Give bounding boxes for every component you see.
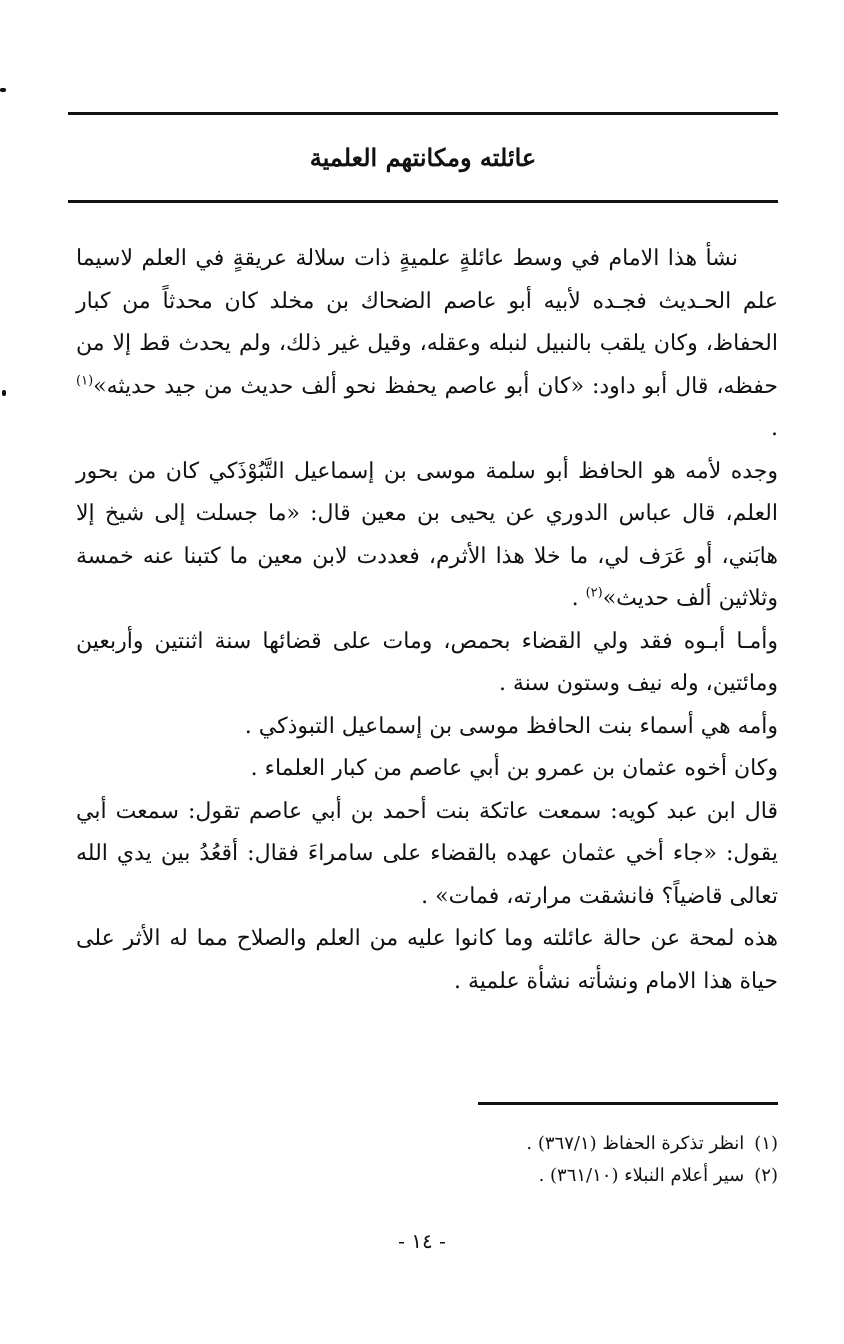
header-top-rule [68, 112, 778, 115]
footnote-number: (٢) [754, 1165, 778, 1186]
paragraph-text: قال ابن عبد كويه: سمعت عاتكة بنت أحمد بن أبي عاصم تقول: سمعت أبي يقول: «جاء أخي عثمان عهده بالقضاء على سامراءَ فقال: أقعُدُ بين يدي الله تعالى قاضياً؟ فانشقت مرارته، فمات» . [76, 798, 778, 909]
header-bottom-rule [68, 200, 778, 203]
paragraph [76, 451, 778, 621]
paragraph-text: وكان أخوه عثمان بن عمرو بن أبي عاصم من كبار العلماء . [250, 756, 778, 781]
paragraph [76, 706, 778, 749]
footnote-item [300, 1160, 778, 1192]
footnote-text: سير أعلام النبلاء (٣٦١/١٠) . [538, 1165, 745, 1186]
page-title: عائلته ومكانتهم العلمية [309, 143, 537, 172]
paragraph-end: . [571, 586, 586, 611]
footnote-separator [478, 1102, 778, 1105]
scan-edge-mark [0, 88, 6, 92]
paragraph-text: وأمه هي أسماء بنت الحافظ موسى بن إسماعيل التبوذكي . [244, 713, 778, 739]
paragraph-text: وأمـا أبـوه فقد ولي القضاء بحمص، ومات على قضائها سنة اثنتين وأربعين ومائتين، وله نيف وستون سنة . [76, 628, 778, 696]
paragraph-end: . [771, 416, 778, 441]
footnote-reference: (١) [76, 373, 94, 389]
footnotes [300, 1128, 778, 1192]
paragraph-text: وجده لأمه هو الحافظ أبو سلمة موسى بن إسماعيل التَّبُوْذَكي كان من بحور العلم، قال عباس الدوري عن يحيى بن معين قال: «ما جسلت إلى شيخ إلا هابَني، أو عَرَف لي، ما خلا هذا الأثرم، فعددت لابن معين ما كتبنا عنه خمسة وثلاثين ألف حديث» [76, 458, 778, 611]
paragraph-text: هذه لمحة عن حالة عائلته وما كانوا عليه من العلم والصلاح مما له الأثر على حياة هذا الامام ونشأته نشأة علمية . [76, 926, 778, 994]
paragraph [76, 918, 778, 1003]
footnote-text: انظر تذكرة الحفاظ (٣٦٧/١) . [526, 1133, 745, 1154]
body-text [76, 238, 778, 1003]
paragraph [76, 748, 778, 791]
paragraph-text: نشأ هذا الامام في وسط عائلةٍ علميةٍ ذات سلالة عريقةٍ في العلم لاسيما علم الحـديث فجـده لأبيه أبو عاصم الضحاك بن مخلد كان محدثاً من كبار الحفاظ، وكان يلقب بالنبيل لنبله وعقله، وقيل غير ذلك، ولم يحدث قط إلا من حفظه، قال أبو داود: «كان أبو عاصم يحفظ نحو ألف حديث من جيد حديثه» [76, 246, 778, 399]
paragraph [76, 791, 778, 919]
scan-edge-mark [2, 390, 6, 396]
footnote-reference: (٢) [585, 585, 603, 601]
footnote-number: (١) [754, 1133, 778, 1154]
footnote-item [300, 1128, 778, 1160]
paragraph [76, 621, 778, 706]
page-number: - ١٤ - [398, 1229, 446, 1253]
paragraph [76, 238, 778, 451]
